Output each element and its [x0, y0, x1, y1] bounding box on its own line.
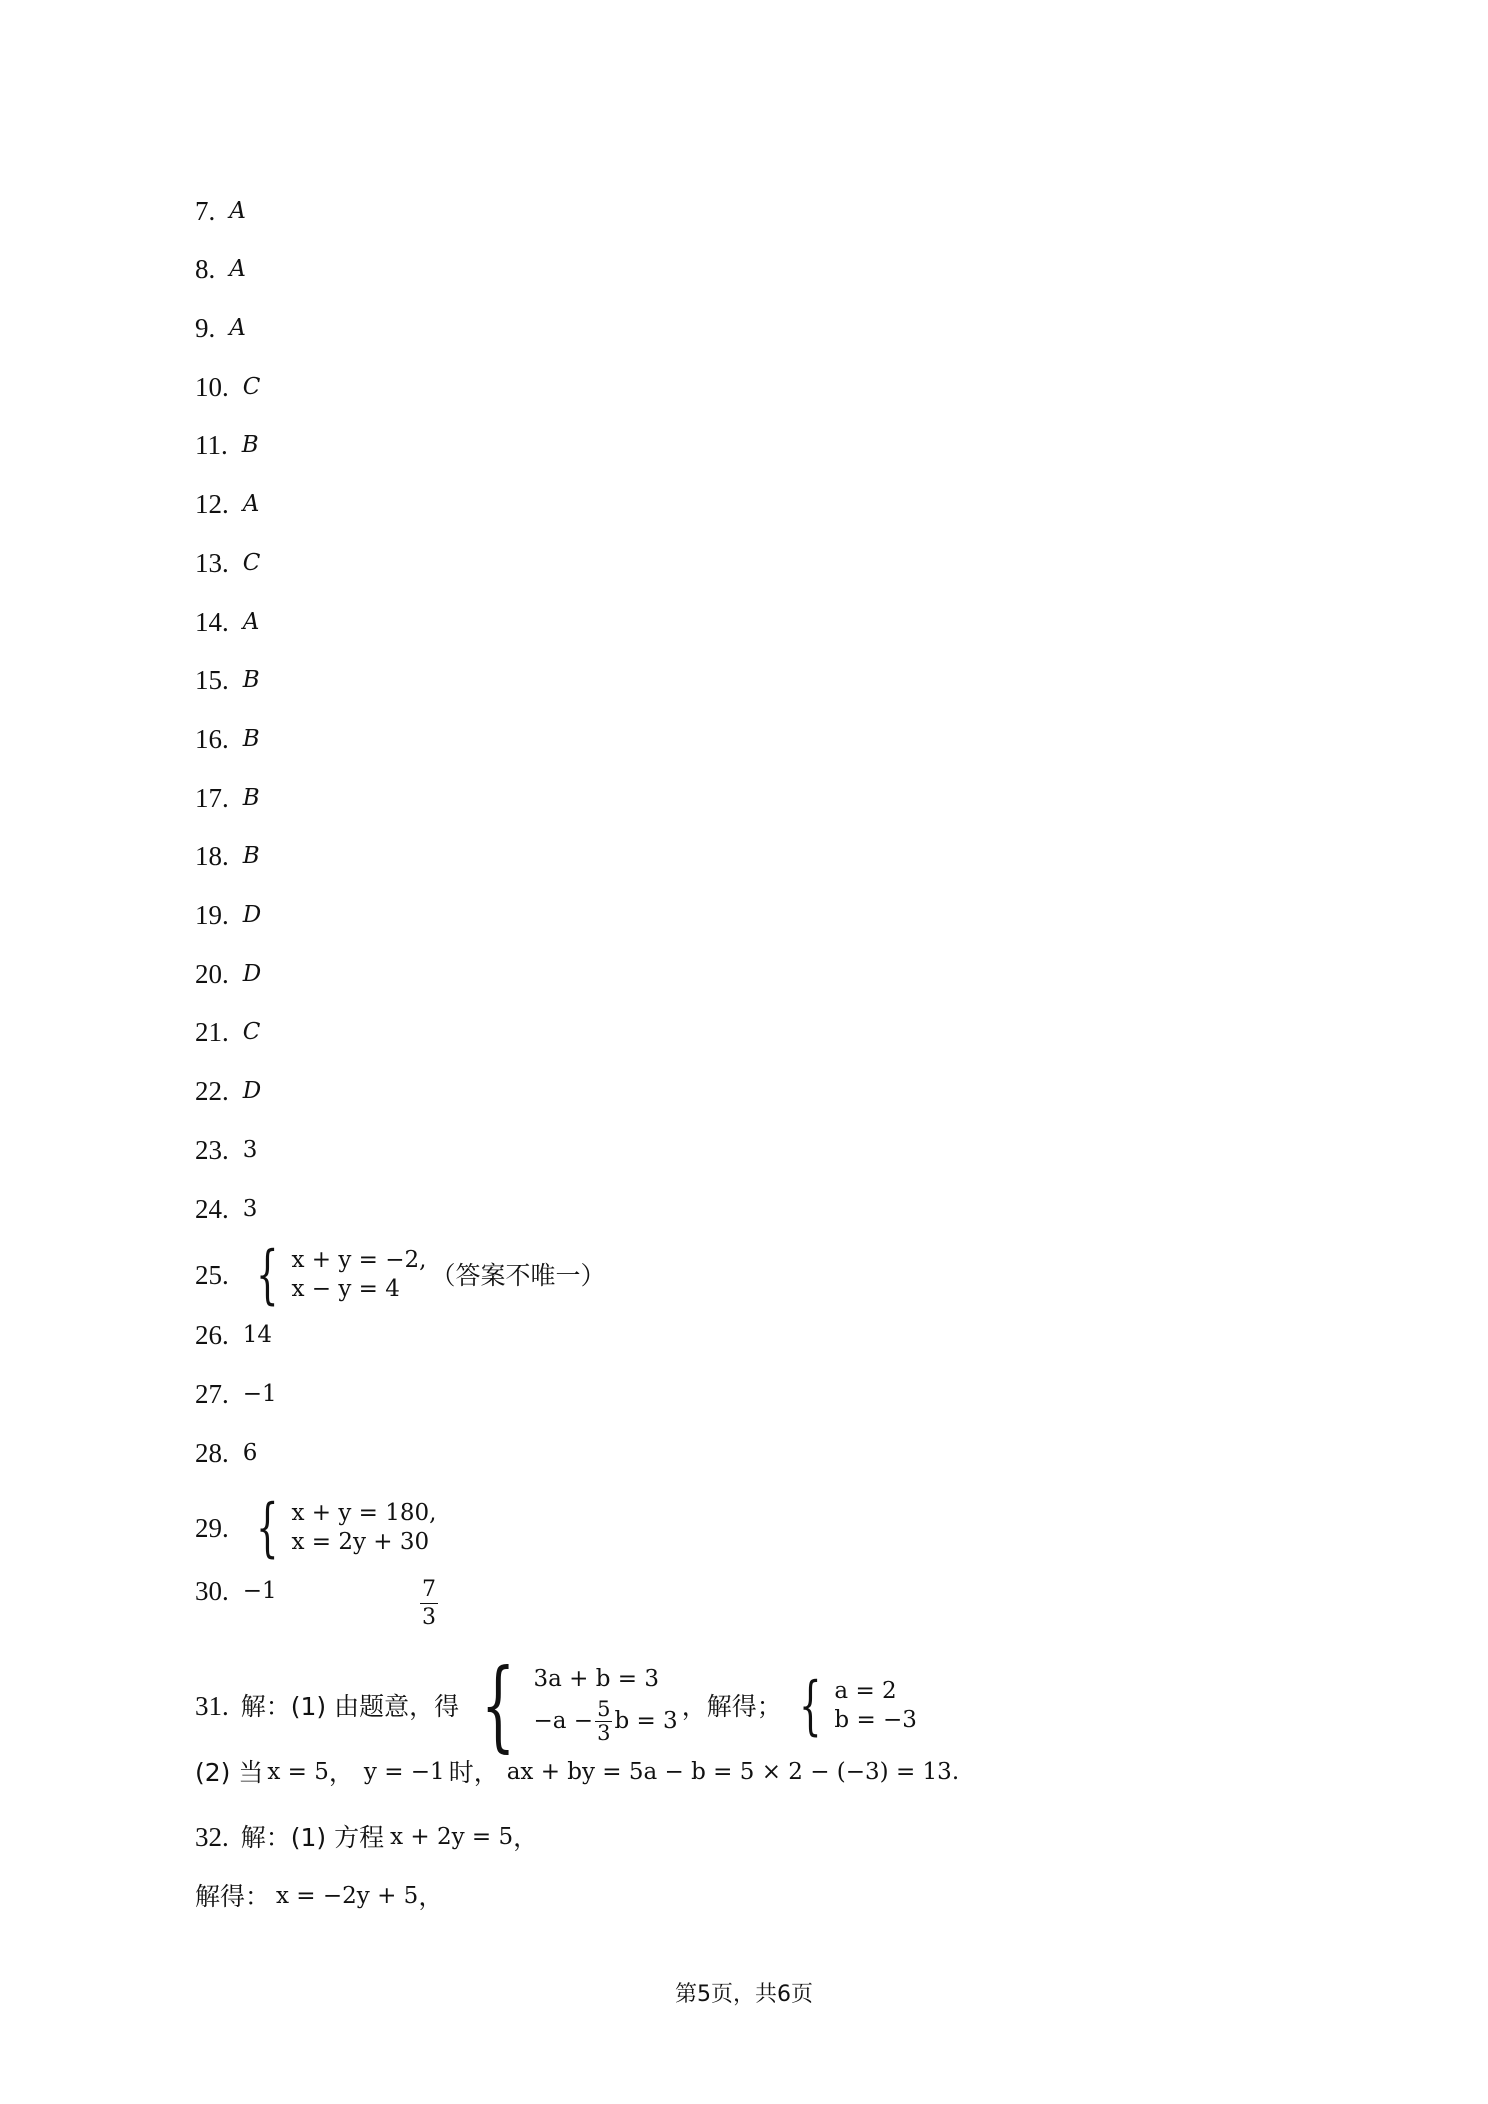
- math-part: x = −2y + 5: [276, 1883, 419, 1909]
- answer-row: [195, 1196, 257, 1223]
- text-part: (2) 当: [195, 1758, 264, 1787]
- answer-note: （答案不唯一）: [430, 1260, 606, 1290]
- text-part: ，: [513, 1823, 539, 1852]
- answer-value: 6: [242, 1440, 258, 1466]
- answer-value: 3: [242, 1196, 258, 1222]
- equation-line: x = 2y + 30: [291, 1529, 430, 1555]
- answer-value: B: [242, 667, 260, 693]
- answer-row: [195, 432, 259, 459]
- answer-value: C: [242, 550, 261, 576]
- question-number: 7.: [195, 196, 216, 226]
- text-part: ，: [418, 1882, 444, 1911]
- math-part: x = 5: [267, 1759, 329, 1785]
- question-number: 29.: [195, 1512, 229, 1543]
- answer-row: [195, 550, 260, 577]
- question-number: 10.: [195, 372, 229, 402]
- answer-row: [195, 1078, 261, 1105]
- equation-line: b = −3: [834, 1707, 917, 1733]
- answer-value: C: [242, 1019, 261, 1045]
- answer-row: [195, 785, 260, 812]
- equation-part: −a −: [533, 1708, 594, 1734]
- answer-value: A: [242, 491, 260, 517]
- question-number: 11.: [195, 430, 228, 460]
- answer-value: B: [242, 843, 260, 869]
- question-number: 9.: [195, 313, 216, 343]
- question-number: 20.: [195, 959, 229, 989]
- solution-intro: 解：(1) 方程: [240, 1823, 385, 1852]
- text-part: ，: [328, 1758, 354, 1787]
- answer-value: D: [242, 1078, 262, 1104]
- question-number: 23.: [195, 1135, 229, 1165]
- equation-line: a = 2: [834, 1678, 897, 1704]
- fraction-denominator: 3: [597, 1721, 611, 1745]
- answer-value: A: [229, 198, 246, 224]
- math-part: y = −1: [363, 1759, 445, 1785]
- answer-row: [195, 374, 260, 401]
- question-number: 17.: [195, 783, 229, 813]
- fraction-denominator: 3: [422, 1605, 436, 1630]
- question-number: 8.: [195, 254, 216, 284]
- fraction-numerator: 7: [422, 1577, 436, 1602]
- answer-value: B: [242, 726, 260, 752]
- equation-line: x + y = −2,: [291, 1247, 427, 1273]
- question-number: 15.: [195, 665, 229, 695]
- answer-31: [195, 1649, 917, 1763]
- answer-value: A: [229, 256, 246, 282]
- answer-row: [195, 491, 259, 518]
- answer-value: B: [241, 432, 259, 458]
- answer-row: [195, 609, 259, 636]
- answer-row: [195, 961, 261, 988]
- question-number: 31.: [195, 1690, 229, 1721]
- answer-value: A: [229, 315, 246, 341]
- answer-value: A: [242, 609, 260, 635]
- question-number: 18.: [195, 841, 229, 871]
- answer-row: [195, 726, 260, 753]
- answer-value: C: [242, 374, 261, 400]
- answer-27: [195, 1381, 277, 1408]
- answer-32: [195, 1824, 538, 1851]
- text-part: 时，: [448, 1758, 499, 1787]
- answer-value: −1: [242, 1578, 277, 1604]
- left-brace: {: [255, 1491, 279, 1565]
- answer-row: [195, 315, 246, 342]
- solution-connector: ，解得；: [681, 1691, 782, 1721]
- answer-value: 3: [242, 1137, 258, 1163]
- answer-31-part-2: [195, 1760, 959, 1785]
- equation-line: [533, 1699, 677, 1744]
- question-number: 16.: [195, 724, 229, 754]
- math-part: ax + by = 5a − b = 5 × 2 − (−3) = 13: [506, 1759, 952, 1785]
- answer-28: [195, 1440, 257, 1467]
- solution-intro: 解：(1) 由题意，得: [240, 1691, 460, 1721]
- question-number: 21.: [195, 1017, 229, 1047]
- answer-value: D: [242, 961, 262, 987]
- text-part: 解得：: [195, 1882, 271, 1911]
- fraction-numerator: 5: [597, 1697, 611, 1721]
- question-number: 28.: [195, 1438, 229, 1468]
- question-number: 25.: [195, 1259, 229, 1290]
- left-brace: {: [481, 1649, 516, 1763]
- equation-system: [247, 1238, 427, 1312]
- question-number: 26.: [195, 1320, 229, 1350]
- equation-part: b = 3: [614, 1708, 678, 1734]
- answer-30: [195, 1578, 277, 1605]
- equation-system: [247, 1491, 437, 1565]
- solution-system: [790, 1669, 917, 1743]
- question-number: 19.: [195, 900, 229, 930]
- question-number: 13.: [195, 548, 229, 578]
- equation-system: [467, 1649, 678, 1763]
- left-brace: {: [798, 1669, 822, 1743]
- question-number: 27.: [195, 1379, 229, 1409]
- answer-row: [195, 843, 260, 870]
- answer-row: [195, 198, 246, 225]
- answer-row: [195, 256, 246, 283]
- equation-line: x + y = 180,: [291, 1500, 437, 1526]
- question-number: 24.: [195, 1194, 229, 1224]
- answer-row: [195, 1137, 257, 1164]
- question-number: 22.: [195, 1076, 229, 1106]
- question-number: 14.: [195, 607, 229, 637]
- page-footer: 第5页，共6页: [675, 1982, 813, 2007]
- equation-line: x − y = 4: [291, 1276, 400, 1302]
- answer-value: −1: [242, 1381, 277, 1407]
- answer-value: D: [242, 902, 262, 928]
- text-part: .: [951, 1759, 960, 1785]
- answer-row: [195, 1019, 260, 1046]
- answer-25: [195, 1238, 606, 1312]
- answer-30-fraction: [418, 1577, 440, 1630]
- answer-row: [195, 667, 260, 694]
- answer-29: [195, 1491, 437, 1565]
- answer-26: [195, 1322, 272, 1349]
- math-part: x + 2y = 5: [390, 1824, 514, 1850]
- left-brace: {: [255, 1238, 279, 1312]
- answer-32-line-2: [195, 1884, 443, 1909]
- answer-row: [195, 902, 261, 929]
- equation-line: 3a + b = 3: [533, 1666, 659, 1692]
- answer-value: B: [242, 785, 260, 811]
- question-number: 12.: [195, 489, 229, 519]
- answer-value: 14: [242, 1322, 273, 1348]
- question-number: 32.: [195, 1822, 229, 1852]
- question-number: 30.: [195, 1576, 229, 1606]
